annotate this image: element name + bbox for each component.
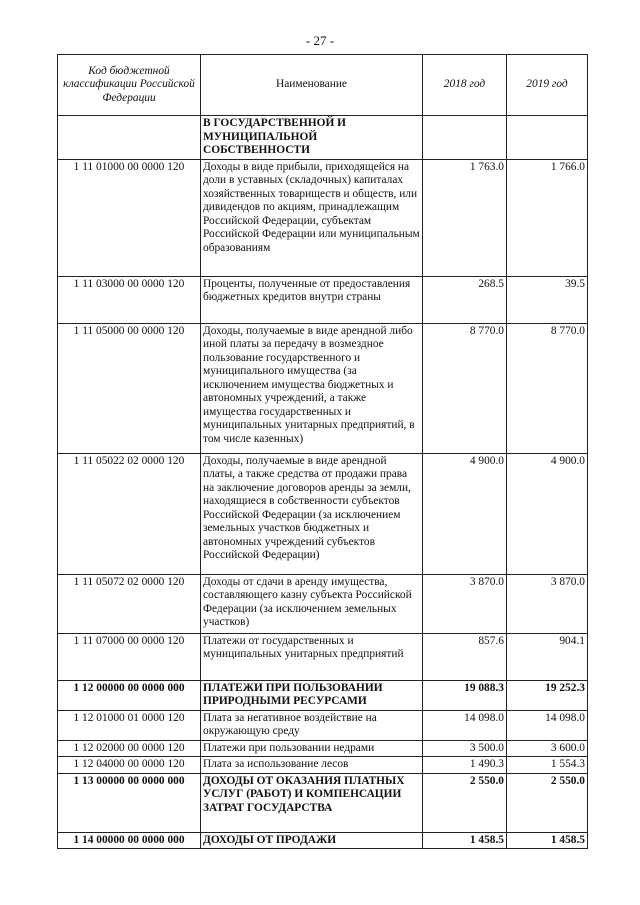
row-code: 1 11 05022 02 0000 120 <box>58 453 201 574</box>
table-row <box>58 757 588 774</box>
row-name: Доходы, получаемые в виде арендной либо иной платы за передачу в возмездное пользование государственного и муниципального имущества (за исключением имущества бюджетных и автономных учреждений, а также имущества государственных и муниципальных унитарных предприятий, в том числе казенных) <box>201 323 423 453</box>
row-name: ПЛАТЕЖИ ПРИ ПОЛЬЗОВАНИИ ПРИРОДНЫМИ РЕСУРСАМИ <box>201 680 423 710</box>
row-code: 1 12 00000 00 0000 000 <box>58 680 201 710</box>
table-row <box>58 633 588 680</box>
row-value-2018: 19 088.3 <box>423 680 507 710</box>
row-value-2018: 14 098.0 <box>423 710 507 740</box>
row-name: Плата за негативное воздействие на окружающую среду <box>201 710 423 740</box>
row-value-2019: 4 900.0 <box>507 453 588 574</box>
row-value-2019: 1 458.5 <box>507 832 588 849</box>
row-code: 1 12 04000 00 0000 120 <box>58 757 201 774</box>
column-header-2019: 2019 год <box>507 55 588 116</box>
row-value-2018: 1 458.5 <box>423 832 507 849</box>
row-name: Плата за использование лесов <box>201 757 423 774</box>
table-row <box>58 159 588 276</box>
row-code: 1 13 00000 00 0000 000 <box>58 773 201 832</box>
row-code: 1 11 05072 02 0000 120 <box>58 574 201 633</box>
row-code: 1 12 02000 00 0000 120 <box>58 740 201 757</box>
row-code: 1 11 03000 00 0000 120 <box>58 276 201 323</box>
row-value-2019: 39.5 <box>507 276 588 323</box>
row-name: Доходы от сдачи в аренду имущества, составляющего казну субъекта Российской Федерации (за исключением земельных участков) <box>201 574 423 633</box>
row-name: Доходы, получаемые в виде арендной платы, а также средства от продажи права на заключение договоров аренды за земли, находящиеся в собственности субъектов Российской Федерации (за исключением земельных участков бюджетных и автономных учреждений субъектов Российской Федерации) <box>201 453 423 574</box>
row-value-2018: 1 763.0 <box>423 159 507 276</box>
row-code: 1 12 01000 01 0000 120 <box>58 710 201 740</box>
table-header-row <box>58 55 588 116</box>
table-row <box>58 574 588 633</box>
row-value-2019: 2 550.0 <box>507 773 588 832</box>
row-code <box>58 116 201 160</box>
row-value-2019 <box>507 116 588 160</box>
row-value-2018: 3 870.0 <box>423 574 507 633</box>
table-row <box>58 710 588 740</box>
row-value-2019: 3 600.0 <box>507 740 588 757</box>
page-number: - 27 - <box>305 33 335 48</box>
table-row <box>58 680 588 710</box>
row-code: 1 11 01000 00 0000 120 <box>58 159 201 276</box>
row-name: Доходы в виде прибыли, приходящейся на доли в уставных (складочных) капиталах хозяйственных товариществ и обществ, или дивидендов по акциям, принадлежащим Российской Федерации, субъектам Российской Федерации или муниципальным образованиям <box>201 159 423 276</box>
table-row <box>58 773 588 832</box>
table-row <box>58 323 588 453</box>
row-name: ДОХОДЫ ОТ ОКАЗАНИЯ ПЛАТНЫХ УСЛУГ (РАБОТ) И КОМПЕНСАЦИИ ЗАТРАТ ГОСУДАРСТВА <box>201 773 423 832</box>
row-value-2018: 857.6 <box>423 633 507 680</box>
budget-table <box>57 54 588 849</box>
row-value-2018: 1 490.3 <box>423 757 507 774</box>
row-value-2018: 4 900.0 <box>423 453 507 574</box>
column-header-2018: 2018 год <box>423 55 507 116</box>
row-name: Проценты, полученные от предоставления бюджетных кредитов внутри страны <box>201 276 423 323</box>
row-value-2018 <box>423 116 507 160</box>
row-value-2018: 3 500.0 <box>423 740 507 757</box>
table-row <box>58 116 588 160</box>
row-value-2019: 19 252.3 <box>507 680 588 710</box>
row-code: 1 14 00000 00 0000 000 <box>58 832 201 849</box>
table-row <box>58 453 588 574</box>
table-body <box>58 116 588 849</box>
row-value-2019: 1 766.0 <box>507 159 588 276</box>
row-value-2018: 268.5 <box>423 276 507 323</box>
row-value-2019: 8 770.0 <box>507 323 588 453</box>
table-row <box>58 832 588 849</box>
row-name: Платежи при пользовании недрами <box>201 740 423 757</box>
row-code: 1 11 07000 00 0000 120 <box>58 633 201 680</box>
row-value-2019: 1 554.3 <box>507 757 588 774</box>
row-name: ДОХОДЫ ОТ ПРОДАЖИ <box>201 832 423 849</box>
row-value-2019: 904.1 <box>507 633 588 680</box>
table-row <box>58 740 588 757</box>
row-name: В ГОСУДАРСТВЕННОЙ И МУНИЦИПАЛЬНОЙ СОБСТВЕННОСТИ <box>201 116 423 160</box>
row-value-2019: 14 098.0 <box>507 710 588 740</box>
row-value-2018: 8 770.0 <box>423 323 507 453</box>
row-name: Платежи от государственных и муниципальных унитарных предприятий <box>201 633 423 680</box>
column-header-code: Код бюджетной классификации Российской Федерации <box>58 55 201 116</box>
table-row <box>58 276 588 323</box>
column-header-name: Наименование <box>201 55 423 116</box>
row-code: 1 11 05000 00 0000 120 <box>58 323 201 453</box>
row-value-2019: 3 870.0 <box>507 574 588 633</box>
row-value-2018: 2 550.0 <box>423 773 507 832</box>
